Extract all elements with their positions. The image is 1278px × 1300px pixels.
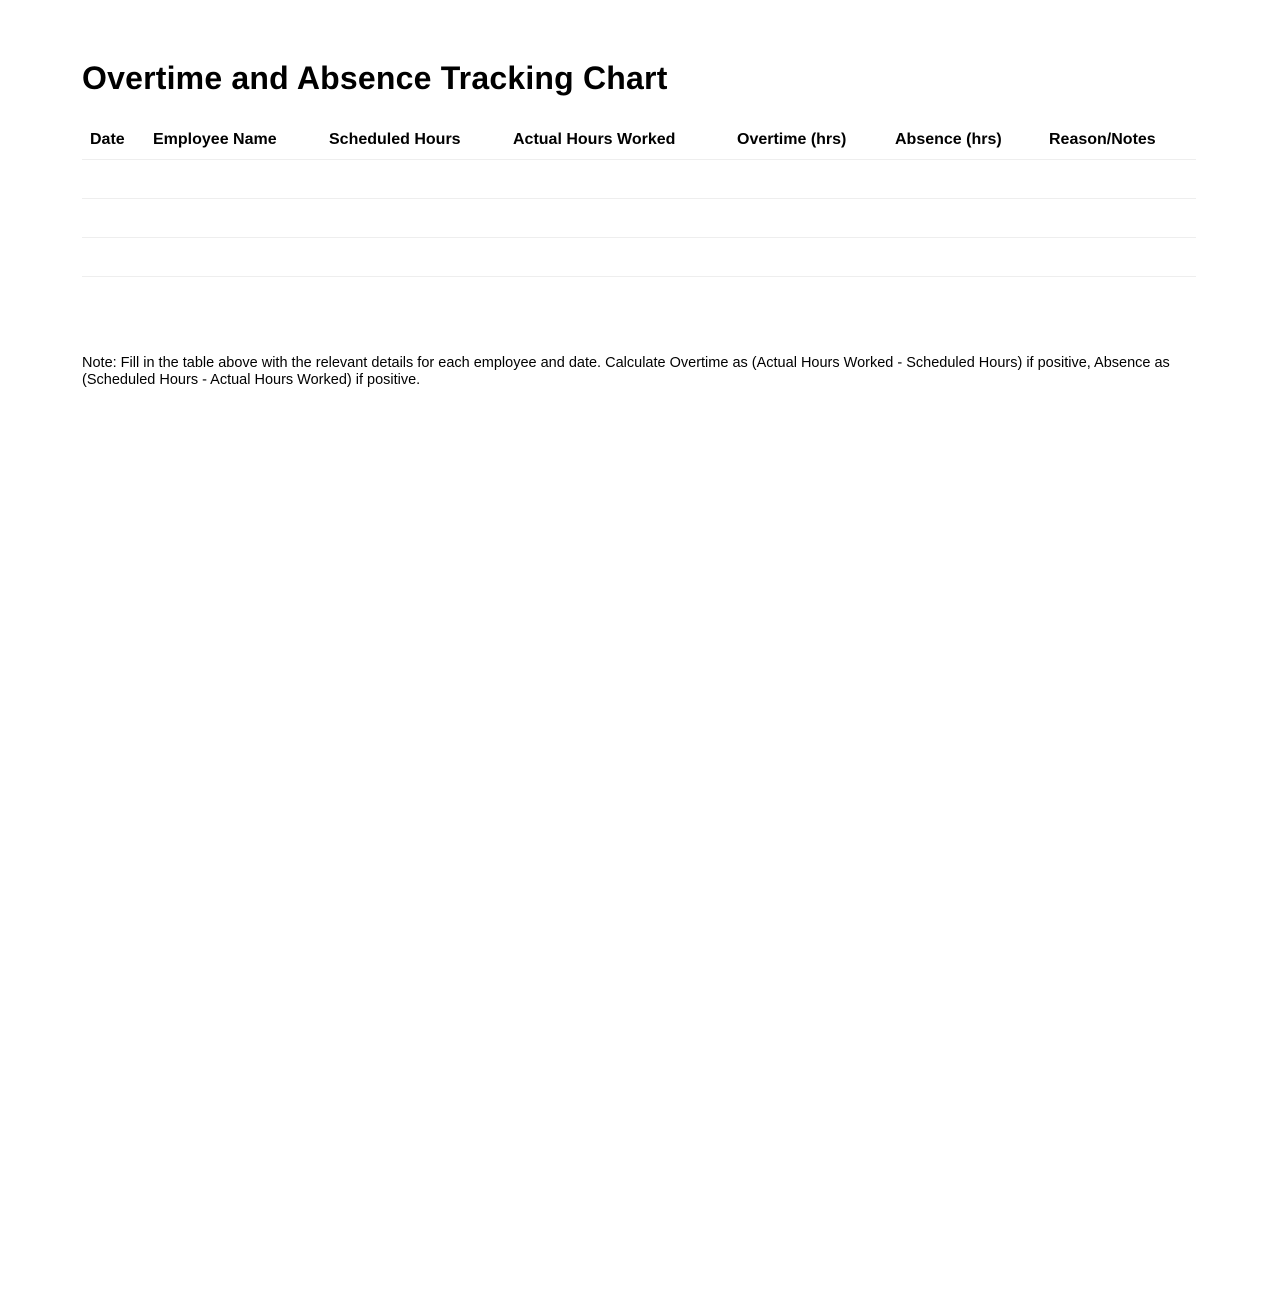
cell-date[interactable]	[82, 199, 145, 238]
cell-reason-notes[interactable]	[1041, 199, 1196, 238]
table-row	[82, 238, 1196, 277]
cell-reason-notes[interactable]	[1041, 160, 1196, 199]
page-title: Overtime and Absence Tracking Chart	[82, 60, 668, 96]
instructions-note: Note: Fill in the table above with the relevant details for each employee and date. Calculate Overtime as (Actual Hours Worked - Scheduled Hours) if positive, Absence as (Scheduled Hours - Actual Hours Worked) if positive.	[82, 355, 1170, 388]
cell-scheduled-hours[interactable]	[321, 238, 505, 277]
cell-absence[interactable]	[887, 199, 1041, 238]
column-header-scheduled-hours: Scheduled Hours	[321, 120, 505, 160]
cell-employee-name[interactable]	[145, 199, 321, 238]
column-header-overtime: Overtime (hrs)	[729, 120, 887, 160]
table-header-row	[82, 120, 1196, 160]
column-header-actual-hours-worked: Actual Hours Worked	[505, 120, 729, 160]
table-row	[82, 160, 1196, 199]
cell-absence[interactable]	[887, 238, 1041, 277]
cell-overtime[interactable]	[729, 160, 887, 199]
cell-actual-hours-worked[interactable]	[505, 238, 729, 277]
column-header-reason-notes: Reason/Notes	[1041, 120, 1196, 160]
cell-reason-notes[interactable]	[1041, 238, 1196, 277]
cell-employee-name[interactable]	[145, 238, 321, 277]
cell-absence[interactable]	[887, 160, 1041, 199]
cell-scheduled-hours[interactable]	[321, 160, 505, 199]
table-row	[82, 199, 1196, 238]
column-header-employee-name: Employee Name	[145, 120, 321, 160]
column-header-absence: Absence (hrs)	[887, 120, 1041, 160]
tracking-table	[82, 120, 1196, 277]
cell-actual-hours-worked[interactable]	[505, 199, 729, 238]
cell-overtime[interactable]	[729, 238, 887, 277]
cell-scheduled-hours[interactable]	[321, 199, 505, 238]
cell-date[interactable]	[82, 160, 145, 199]
cell-employee-name[interactable]	[145, 160, 321, 199]
cell-actual-hours-worked[interactable]	[505, 160, 729, 199]
cell-date[interactable]	[82, 238, 145, 277]
column-header-date: Date	[82, 120, 145, 160]
cell-overtime[interactable]	[729, 199, 887, 238]
